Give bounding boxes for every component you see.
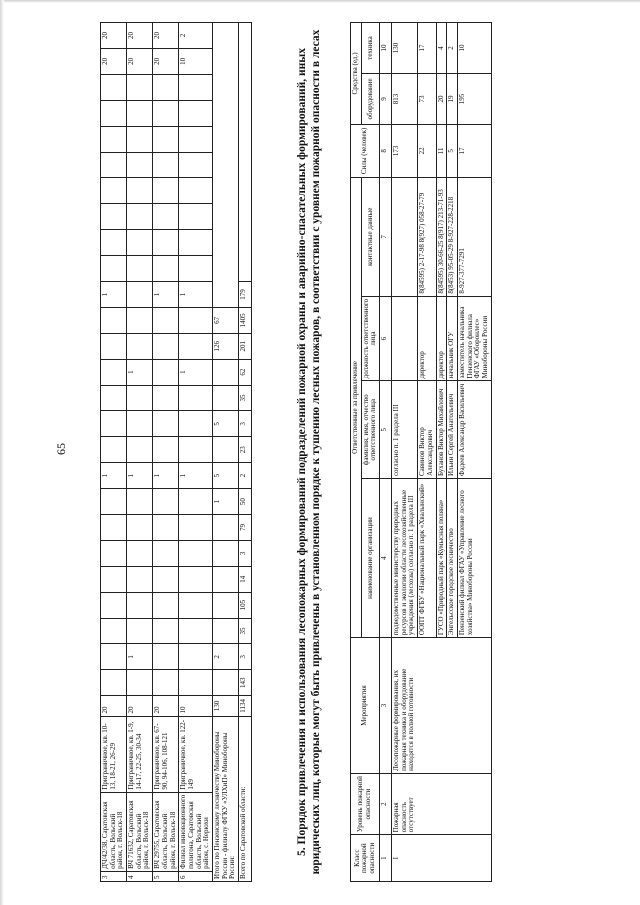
cell-value: [179, 230, 213, 256]
cell-value: [101, 230, 127, 256]
cell-value: 1: [101, 463, 127, 489]
column-number: 8: [380, 124, 392, 177]
total-value: 179: [239, 281, 252, 307]
column-number: 2: [380, 773, 392, 835]
cell-location: Приграничное, кв. 10-13, 18-21, 26-29: [101, 716, 127, 792]
cell-post: директор: [436, 296, 447, 381]
cell-value: 2: [179, 23, 213, 49]
cell-value: [179, 100, 213, 126]
cell-value: [153, 333, 179, 359]
cell-value: [127, 385, 153, 411]
cell-forces: 11: [436, 124, 447, 177]
cell-value: [153, 385, 179, 411]
subtotal-value: 2: [212, 644, 238, 670]
cell-value: [101, 126, 127, 152]
cell-post: [392, 296, 418, 381]
cell-area: 10: [179, 696, 213, 716]
cell-value: [153, 74, 179, 100]
cell-value: [101, 489, 127, 515]
cell-value: [101, 204, 127, 230]
subtotal-value: [212, 515, 238, 541]
cell-value: 20: [101, 23, 127, 49]
header-org: наименование организации: [361, 479, 379, 638]
cell-tech: 10: [457, 23, 491, 74]
column-number: 3: [380, 638, 392, 774]
cell-value: [179, 437, 213, 463]
resource-row: [153, 23, 179, 882]
cell-tech: 17: [418, 23, 436, 74]
total-row: [239, 23, 252, 882]
total-value: 1134: [239, 696, 252, 716]
cell-value: [101, 333, 127, 359]
cell-value: [127, 256, 153, 282]
cell-value: [153, 437, 179, 463]
cell-no: 4: [127, 871, 153, 881]
cell-value: [127, 152, 153, 178]
total-value: 201: [239, 333, 252, 359]
cell-value: [101, 74, 127, 100]
cell-value: [179, 566, 213, 592]
cell-value: [153, 618, 179, 644]
responsible-row: [392, 23, 418, 882]
cell-value: [101, 566, 127, 592]
column-number: 4: [380, 479, 392, 638]
subtotal-value: [212, 540, 238, 566]
cell-tech: 130: [392, 23, 418, 74]
subtotal-label: Итого по Пензенскому лесничеству Минобороны России - филиалу ФГКУ «УЛХиП» Минобороны России:: [212, 716, 238, 881]
cell-value: [179, 618, 213, 644]
cell-value: [153, 515, 179, 541]
cell-area: 20: [101, 696, 127, 716]
cell-value: [101, 540, 127, 566]
cell-location: Приграничное, кв. 122-149: [179, 716, 213, 792]
cell-value: [179, 489, 213, 515]
cell-value: [127, 411, 153, 437]
cell-no: 5: [153, 871, 179, 881]
cell-value: 1: [127, 359, 153, 385]
cell-contacts: 8(84595) 2-17-98 8(927) 058-27-79: [418, 177, 436, 296]
total-value: 23: [239, 437, 252, 463]
cell-value: [101, 152, 127, 178]
column-number: 1: [380, 835, 392, 882]
scan-edge-top: [0, 0, 640, 3]
cell-value: [179, 411, 213, 437]
cell-equipment: 20: [436, 73, 447, 124]
cell-value: [127, 74, 153, 100]
total-value: 14: [239, 566, 252, 592]
cell-value: [179, 204, 213, 230]
cell-region: ДЧ/42/38, Саратовская область, Вольский район, г. Вольск-18: [101, 792, 127, 871]
cell-value: [101, 644, 127, 670]
cell-region: Филиал инновационного полигона, Саратовская область, Вольский район, с. Нерюхи: [179, 792, 213, 871]
cell-value: [127, 100, 153, 126]
cell-value: [127, 618, 153, 644]
cell-value: [153, 411, 179, 437]
cell-location: Приграничное, кв. 67-90, 94-106, 108-121: [153, 716, 179, 792]
cell-fio: Савинов Виктор Александрович: [418, 381, 436, 479]
total-label: Всего по Саратовской области:: [239, 716, 252, 881]
column-number: 6: [380, 296, 392, 381]
cell-tech: 4: [436, 23, 447, 74]
cell-fio: согласно п. 1 раздела III: [392, 381, 418, 479]
cell-value: [179, 333, 213, 359]
cell-org: ГУСО «Природный парк «Кумысная поляна»: [436, 479, 447, 638]
cell-value: [179, 385, 213, 411]
cell-value: [127, 307, 153, 333]
cell-value: 1: [101, 281, 127, 307]
subtotal-value: [212, 618, 238, 644]
header-post: должность ответственного лица: [361, 296, 379, 381]
resource-row: [101, 23, 127, 882]
header-responsible: Ответственные за привлечение: [351, 177, 362, 637]
cell-value: [101, 359, 127, 385]
cell-value: [153, 359, 179, 385]
total-value: 1405: [239, 307, 252, 333]
cell-area: 20: [127, 696, 153, 716]
cell-value: 20: [127, 48, 153, 74]
cell-value: [127, 670, 153, 696]
total-value: 35: [239, 385, 252, 411]
cell-value: [101, 618, 127, 644]
cell-value: [127, 489, 153, 515]
header-measures: Мероприятия: [351, 638, 380, 774]
cell-value: [153, 126, 179, 152]
cell-value: [153, 307, 179, 333]
cell-value: [127, 515, 153, 541]
cell-value: [179, 178, 213, 204]
cell-location: Приграничное, кв. 1-9, 14-17, 22-25, 30-34: [127, 716, 153, 792]
cell-value: [127, 333, 153, 359]
cell-value: [101, 515, 127, 541]
cell-value: [101, 670, 127, 696]
cell-value: [179, 592, 213, 618]
cell-value: 1: [127, 644, 153, 670]
cell-region: ВЧ 29755, Саратовская область, Вольский район, г. Вольск-18: [153, 792, 179, 871]
cell-value: 20: [101, 48, 127, 74]
resource-row: [127, 23, 153, 882]
cell-fio: Фадеев Александр Васильевич: [457, 381, 491, 479]
cell-forces: 173: [392, 124, 418, 177]
total-value: 35: [239, 618, 252, 644]
cell-area: 20: [153, 696, 179, 716]
header-level: Уровень пожарной опасности: [351, 773, 380, 835]
fire-danger-table: [350, 22, 492, 882]
column-number: 9: [380, 73, 392, 124]
cell-no: 6: [179, 871, 213, 881]
subtotal-value: [212, 670, 238, 696]
cell-tech: 2: [447, 23, 458, 74]
cell-value: 1: [179, 281, 213, 307]
cell-contacts: 8(8453) 95-05-29 8-927-228-2218: [447, 177, 458, 296]
cell-post: директор: [418, 296, 436, 381]
total-value: 3: [239, 411, 252, 437]
cell-value: [127, 437, 153, 463]
cell-value: [101, 437, 127, 463]
cell-value: 20: [153, 48, 179, 74]
header-forces: Силы (человек): [351, 124, 380, 177]
subtotal-value: 1: [212, 489, 238, 515]
cell-value: [153, 256, 179, 282]
cell-region: ВЧ 71632, Саратовская область, Вольский район, г. Вольск-18: [127, 792, 153, 871]
cell-value: [179, 515, 213, 541]
cell-value: 20: [127, 23, 153, 49]
cell-value: [101, 256, 127, 282]
subtotal-value: 130: [212, 696, 238, 716]
subtotal-value: [212, 592, 238, 618]
cell-value: [127, 230, 153, 256]
resources-table: [100, 22, 252, 882]
cell-value: [179, 307, 213, 333]
total-value: 2: [239, 463, 252, 489]
header-class: Класс пожарной опасности: [351, 835, 380, 882]
column-number: 5: [380, 381, 392, 479]
cell-value: 1: [153, 463, 179, 489]
cell-value: [179, 152, 213, 178]
cell-value: [179, 540, 213, 566]
subtotal-value: 5: [212, 411, 238, 437]
cell-value: [179, 670, 213, 696]
header-contacts: контактные данные: [361, 177, 379, 296]
cell-value: [153, 592, 179, 618]
total-value: 3: [239, 540, 252, 566]
cell-value: [127, 566, 153, 592]
cell-forces: 22: [418, 124, 436, 177]
cell-value: [153, 178, 179, 204]
cell-value: [127, 592, 153, 618]
header-fio: фамилия, имя, отчество ответственного лица: [361, 381, 379, 479]
cell-value: [127, 281, 153, 307]
cell-value: [179, 74, 213, 100]
cell-value: [153, 100, 179, 126]
cell-org: ООПТ ФГБУ «Национальный парк «Хвалынский»: [418, 479, 436, 638]
header-tech: техника: [361, 23, 379, 74]
cell-org: Энгельсское городское лесничество: [447, 479, 458, 638]
cell-value: [179, 644, 213, 670]
cell-contacts: 8-927-377-7291: [457, 177, 491, 296]
subtotal-row: [212, 23, 238, 882]
cell-value: 20: [153, 23, 179, 49]
cell-contacts: [392, 177, 418, 296]
cell-value: [153, 204, 179, 230]
cell-org: подведомственные министерству природных ресурсов и экологии области лесохозяйственные учреждения (лесхозы) согласно п. 1 раздела III: [392, 479, 418, 638]
cell-value: [179, 256, 213, 282]
subtotal-value: 126: [212, 333, 238, 359]
cell-value: [127, 204, 153, 230]
cell-value: [153, 230, 179, 256]
cell-equipment: 195: [457, 73, 491, 124]
cell-value: [153, 644, 179, 670]
page-number: 65: [54, 443, 68, 455]
cell-value: [153, 152, 179, 178]
cell-org: Пензенский филиал ФГАУ «Управление лесного хозяйства» Минобороны России: [457, 479, 491, 638]
section-heading: 5. Порядок привлечения и использования лесопожарных формирований подразделений пожарной охраны и аварийно-спасательных формирований, иных юридических лиц, которые могут быть привлечены в установленном порядке к тушению лесных пожаров, в соответствии с уровнем пожарной опасности в лесах: [296, 29, 322, 875]
cell-value: [153, 540, 179, 566]
cell-equipment: 813: [392, 73, 418, 124]
cell-value: [101, 307, 127, 333]
cell-equipment: 19: [447, 73, 458, 124]
cell-post: начальник ОГУ: [447, 296, 458, 381]
subtotal-value: 5: [212, 463, 238, 489]
rotated-page-content: [100, 22, 615, 882]
total-value: 3: [239, 644, 252, 670]
cell-value: [153, 566, 179, 592]
cell-forces: 5: [447, 124, 458, 177]
level-value: Пожарная опасность отсутствует: [392, 773, 492, 835]
cell-no: 3: [101, 871, 127, 881]
total-blank: [239, 23, 252, 282]
subtotal-value: [212, 359, 238, 385]
subtotal-value: 67: [212, 307, 238, 333]
total-value: 79: [239, 515, 252, 541]
cell-value: [179, 126, 213, 152]
cell-value: 10: [179, 48, 213, 74]
cell-value: 1: [179, 463, 213, 489]
cell-value: [127, 178, 153, 204]
total-value: 62: [239, 359, 252, 385]
cell-value: 1: [127, 463, 153, 489]
column-number: 7: [380, 177, 392, 296]
resource-row: [179, 23, 213, 882]
column-number: 10: [380, 23, 392, 74]
cell-value: [101, 100, 127, 126]
measures-value: Лесопожарные формирования, их пожарная техника и оборудование находятся в полной готовности: [392, 638, 492, 774]
cell-value: [101, 385, 127, 411]
header-equipment: оборудование: [361, 73, 379, 124]
cell-value: [101, 411, 127, 437]
cell-value: [101, 592, 127, 618]
total-value: 50: [239, 489, 252, 515]
cell-value: [153, 489, 179, 515]
cell-value: [153, 670, 179, 696]
scan-edge-left: [0, 0, 4, 905]
cell-forces: 17: [457, 124, 491, 177]
cell-equipment: 73: [418, 73, 436, 124]
cell-value: 1: [179, 359, 213, 385]
subtotal-value: [212, 437, 238, 463]
cell-contacts: 8(84595) 30-66-25 8(917) 213-71-93: [436, 177, 447, 296]
cell-fio: Ильин Сергей Анатольевич: [447, 381, 458, 479]
total-value: 143: [239, 670, 252, 696]
cell-post: заместитель начальника Пензенского филиала ФГАУ «Оборонлес» Минобороны России: [457, 296, 491, 381]
class-value: I: [392, 835, 492, 882]
subtotal-value: [212, 385, 238, 411]
subtotal-blank: [212, 23, 238, 308]
cell-fio: Буханов Виктор Михайлович: [436, 381, 447, 479]
cell-value: [101, 178, 127, 204]
cell-value: 1: [153, 281, 179, 307]
total-value: 105: [239, 592, 252, 618]
header-means: Средства (ед.): [351, 23, 362, 125]
cell-value: [127, 126, 153, 152]
subtotal-value: [212, 566, 238, 592]
cell-value: [127, 540, 153, 566]
